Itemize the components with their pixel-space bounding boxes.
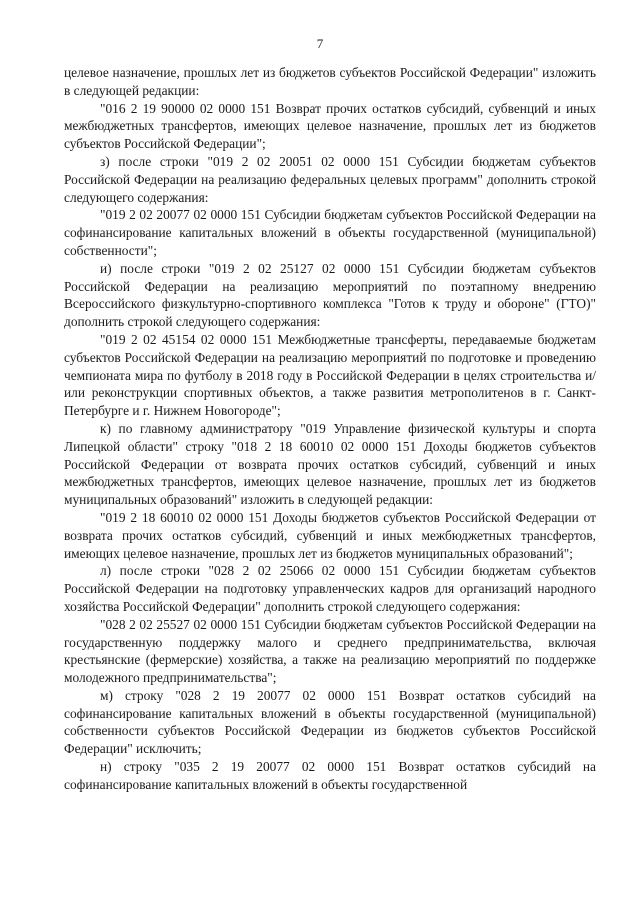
- paragraph-code-019-45154: "019 2 02 45154 02 0000 151 Межбюджетные трансферты, передаваемые бюджетам субъектов Российской Федерации на реализацию мероприятий по подготовке и проведению чемпионата мира по футболу в 2018 году в Российской Федерации в целях строительства и/или реконструкции спортивных объектов, а также развития метрополитенов в г. Санкт-Петербурге и г. Нижнем Новогороде";: [64, 331, 596, 419]
- paragraph-continuation: целевое назначение, прошлых лет из бюджетов субъектов Российской Федерации" изложить в следующей редакции:: [64, 65, 596, 98]
- paragraph-item-m: м) строку "028 2 19 20077 02 0000 151 Возврат остатков субсидий на софинансирование капитальных вложений в объекты государственной (муниципальной) собственности субъектов Российской Федерации из бюджетов субъектов Российской Федерации" исключить;: [64, 687, 596, 757]
- paragraph-item-n: н) строку "035 2 19 20077 02 0000 151 Возврат остатков субсидий на софинансирование капитальных вложений в объекты государственной: [64, 759, 596, 792]
- paragraph-item-k: к) по главному администратору "019 Управление физической культуры и спорта Липецкой области" строку "018 2 18 60010 02 0000 151 Доходы бюджетов субъектов Российской Федерации от возврата прочих остатков субсидий, субвенций и иных межбюджетных трансфертов, имеющих целевое назначение, прошлых лет из бюджетов муниципальных образований" изложить в следующей редакции:: [64, 420, 596, 508]
- document-body: [64, 64, 596, 794]
- paragraph-code-019-60010: "019 2 18 60010 02 0000 151 Доходы бюджетов субъектов Российской Федерации от возврата прочих остатков субсидий, субвенций и иных межбюджетных трансфертов, имеющих целевое назначение, прошлых лет из бюджетов муниципальных образований";: [64, 509, 596, 561]
- paragraph-item-i: и) после строки "019 2 02 25127 02 0000 151 Субсидии бюджетам субъектов Российской Федерации на реализацию мероприятий по поэтапному внедрению Всероссийского физкультурно-спортивного комплекса "Готов к труду и обороне" (ГТО)" дополнить строкой следующего содержания:: [64, 260, 596, 330]
- paragraph-item-z: з) после строки "019 2 02 20051 02 0000 151 Субсидии бюджетам субъектов Российской Федерации на реализацию федеральных целевых программ" дополнить строкой следующего содержания:: [64, 153, 596, 205]
- paragraph-code-028-25527: "028 2 02 25527 02 0000 151 Субсидии бюджетам субъектов Российской Федерации на государственную поддержку малого и среднего предпринимательства, включая крестьянские (фермерские) хозяйства, а также на реализацию мероприятий по поддержке молодежного предпринимательства";: [64, 616, 596, 686]
- paragraph-code-016: "016 2 19 90000 02 0000 151 Возврат прочих остатков субсидий, субвенций и иных межбюджетных трансфертов, имеющих целевое назначение, прошлых лет из бюджетов субъектов Российской Федерации";: [64, 100, 596, 152]
- paragraph-code-019-20077: "019 2 02 20077 02 0000 151 Субсидии бюджетам субъектов Российской Федерации на софинансирование капитальных вложений в объекты государственной (муниципальной) собственности";: [64, 207, 596, 258]
- paragraph-item-l: л) после строки "028 2 02 25066 02 0000 151 Субсидии бюджетам субъектов Российской Федерации на подготовку управленческих кадров для организаций народного хозяйства Российской Федерации" дополнить строкой следующего содержания:: [64, 563, 596, 614]
- page-number: 7: [316, 36, 324, 51]
